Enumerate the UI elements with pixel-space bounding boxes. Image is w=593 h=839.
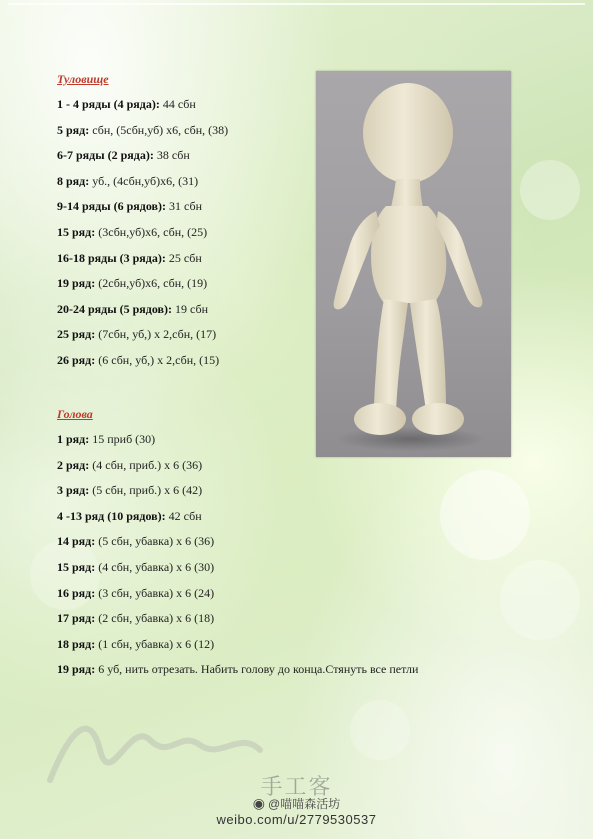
row-instruction: 6 уб, нить отрезать. Набить голову до конца.Стянуть все петли <box>95 662 419 677</box>
pattern-row <box>57 509 202 524</box>
pattern-row <box>57 302 208 317</box>
pattern-row <box>57 586 214 601</box>
row-instruction: (2сбн,уб)х6, сбн, (19) <box>95 276 208 291</box>
row-instruction: 38 сбн <box>153 148 190 163</box>
bokeh-light <box>520 160 580 220</box>
row-label: 4 -13 ряд (10 рядов): <box>57 508 166 523</box>
row-label: 2 ряд: <box>57 457 90 472</box>
row-label: 18 ряд: <box>57 636 96 651</box>
row-label: 26 ряд: <box>57 353 96 367</box>
row-instruction: (4 сбн, приб.) х 6 (36) <box>89 457 203 472</box>
row-label: 19 ряд: <box>57 662 96 677</box>
crochet-doll-image <box>316 71 511 457</box>
row-label: 16-18 ряды (3 ряда): <box>57 250 166 265</box>
pattern-row <box>57 174 198 189</box>
row-label: 8 ряд: <box>57 173 90 188</box>
pattern-row <box>57 534 214 549</box>
row-label: 6-7 ряды (2 ряда): <box>57 148 154 163</box>
row-label: 16 ряд: <box>57 585 96 600</box>
row-instruction: (3сбн,уб)х6, сбн, (25) <box>95 225 208 239</box>
pattern-row <box>57 97 196 112</box>
row-instruction: 15 приб (30) <box>89 432 156 446</box>
row-instruction: 31 сбн <box>166 199 203 214</box>
pattern-row <box>57 225 207 240</box>
row-label: 17 ряд: <box>57 611 96 626</box>
pattern-row <box>57 148 190 163</box>
watermark-logo: 手工客 <box>260 774 333 799</box>
section-title-head: Голова <box>57 407 93 421</box>
row-instruction: (3 сбн, убавка) х 6 (24) <box>95 585 215 600</box>
pattern-row <box>57 199 202 214</box>
doll-photo <box>316 71 511 457</box>
row-label: 3 ряд: <box>57 483 90 498</box>
pattern-row <box>57 123 228 138</box>
camera-icon: ◉ <box>252 795 266 811</box>
row-label: 14 ряд: <box>57 534 96 549</box>
row-label: 1 - 4 ряды (4 ряда): <box>57 97 160 111</box>
row-label: 9-14 ряды (6 рядов): <box>57 199 167 214</box>
pattern-row <box>57 560 214 575</box>
watermark-handle <box>0 795 593 812</box>
row-label: 20-24 ряды (5 рядов): <box>57 301 173 316</box>
pattern-row <box>57 637 214 652</box>
row-instruction: (5 сбн, убавка) х 6 (36) <box>95 534 215 549</box>
row-label: 15 ряд: <box>57 225 96 239</box>
pattern-row <box>57 276 207 291</box>
row-instruction: 44 сбн <box>159 97 196 111</box>
bokeh-light <box>440 470 530 560</box>
pattern-row <box>57 327 216 342</box>
bokeh-light <box>500 560 580 640</box>
row-instruction: уб., (4сбн,уб)х6, (31) <box>89 173 199 188</box>
row-instruction: (5 сбн, приб.) х 6 (42) <box>89 483 203 498</box>
row-instruction: (2 сбн, убавка) х 6 (18) <box>95 611 215 626</box>
top-border <box>8 3 585 5</box>
row-label: 5 ряд: <box>57 122 90 137</box>
pattern-row <box>57 353 219 368</box>
pattern-row <box>57 432 155 447</box>
row-instruction: (6 сбн, уб,) х 2,сбн, (15) <box>95 353 220 367</box>
row-instruction: (1 сбн, убавка) х 6 (12) <box>95 636 215 651</box>
row-instruction: 25 сбн <box>165 250 202 265</box>
row-instruction: 42 сбн <box>165 508 202 523</box>
section-title-body: Туловище <box>57 72 109 86</box>
row-instruction: 19 сбн <box>172 301 209 316</box>
row-label: 1 ряд: <box>57 432 90 446</box>
pattern-row <box>57 458 202 473</box>
row-instruction: (4 сбн, убавка) х 6 (30) <box>95 560 215 574</box>
bokeh-light <box>350 700 410 760</box>
row-label: 19 ряд: <box>57 276 96 291</box>
pattern-row <box>57 483 202 498</box>
pattern-row <box>57 251 202 266</box>
row-label: 15 ряд: <box>57 560 96 574</box>
watermark-url: weibo.com/u/2779530537 <box>216 812 377 827</box>
pattern-row <box>57 662 418 677</box>
row-instruction: сбн, (5сбн,уб) х6, сбн, (38) <box>89 122 229 137</box>
row-instruction: (7сбн, уб,) х 2,сбн, (17) <box>95 327 217 342</box>
pattern-row <box>57 611 214 626</box>
watermark-handle-text: @喵喵森活坊 <box>268 797 341 811</box>
row-label: 25 ряд: <box>57 327 96 342</box>
